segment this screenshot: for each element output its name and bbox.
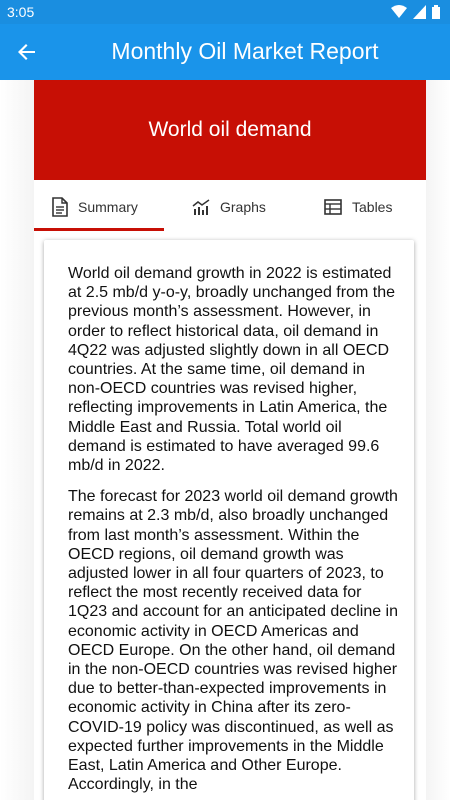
status-time: 3:05 xyxy=(7,4,35,20)
tab-tables[interactable] xyxy=(324,184,392,230)
tab-summary[interactable] xyxy=(52,184,138,230)
wifi-icon xyxy=(391,5,407,19)
content-area xyxy=(0,80,450,800)
status-icons xyxy=(391,5,440,19)
tab-bar xyxy=(34,184,426,230)
tab-graphs[interactable] xyxy=(192,184,266,230)
summary-paragraph: World oil demand growth in 2022 is estimated at 2.5 mb/d y-o-y, broadly unchanged from the previous month’s assessment. However, in order to reflect historical data, oil demand in 4Q22 was adjusted slightly down in all OECD countries. At the same time, oil demand in non-OECD countries was revised higher, reflecting improvements in Latin America, the Middle East and Russia. Total world oil demand is estimated to have averaged 99.6 mb/d in 2022. xyxy=(68,265,395,475)
chart-icon xyxy=(192,199,210,215)
tab-indicator xyxy=(34,228,164,231)
section-banner xyxy=(34,80,426,180)
tab-summary-label: Summary xyxy=(78,199,138,215)
document-icon xyxy=(52,197,68,217)
tab-tables-label: Tables xyxy=(352,199,393,215)
battery-icon xyxy=(432,5,440,19)
app-bar xyxy=(0,24,450,80)
table-icon xyxy=(324,199,342,215)
status-bar xyxy=(0,0,450,24)
signal-icon xyxy=(413,5,426,19)
tab-graphs-label: Graphs xyxy=(220,199,266,215)
app-title: Monthly Oil Market Report xyxy=(111,38,379,64)
summary-text xyxy=(68,264,400,800)
summary-paragraph: The forecast for 2023 world oil demand growth remains at 2.3 mb/d, also broadly unchanged from last month’s assessment. Within the OECD regions, oil demand growth was adjusted lower in all four quarters of 2023, to reflect the most recently received data for 1Q23 and account for an anticipated decline in economic activity in OECD Americas and OECD Europe. On the other hand, oil demand in the non-OECD countries was revised higher due to better-than-expected improvements in economic activity in China after its zero-COVID-19 policy was discontinued, as well as expected further improvements in the Middle East, Latin America and Other Europe. Accordingly, in the xyxy=(68,488,399,794)
summary-card xyxy=(44,240,414,800)
section-title: World oil demand xyxy=(148,118,312,141)
